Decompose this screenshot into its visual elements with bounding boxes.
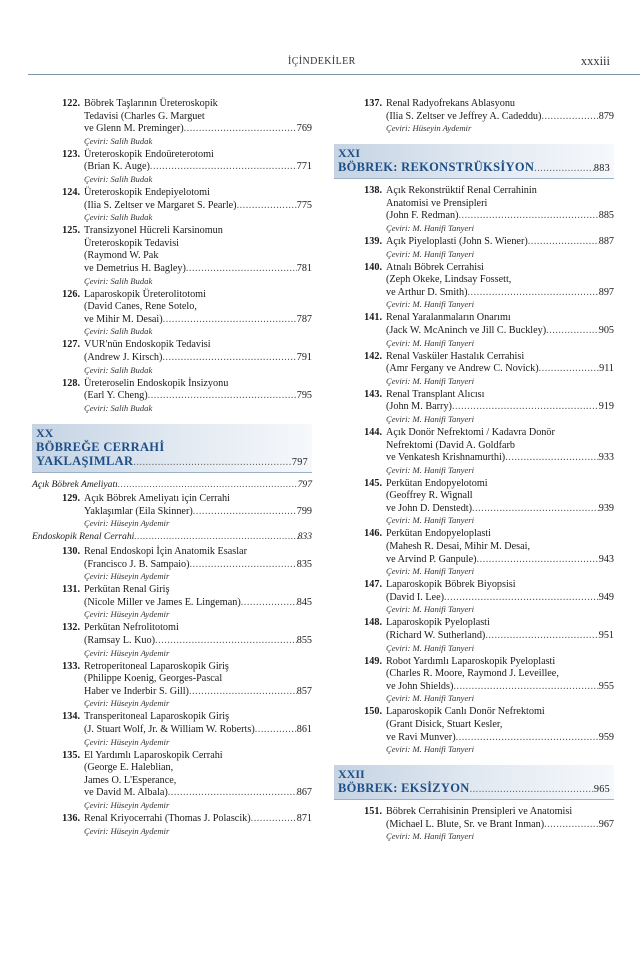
leader-dots — [189, 686, 297, 699]
chapter-title-line: Üreteroskopik Endoüreterotomi — [84, 148, 214, 160]
chapter-title-text: (Brian K. Auge) — [84, 161, 150, 173]
chapter-number: 127. — [62, 339, 80, 351]
chapter-title-line: (Grant Disick, Stuart Kesler, — [386, 719, 503, 730]
page-number: 799 — [296, 505, 312, 517]
chapter-title-final-line — [84, 123, 312, 136]
toc-entry — [334, 185, 614, 234]
leader-dots — [118, 479, 298, 492]
translator-credit: Çeviri: Hüseyin Aydemir — [84, 825, 170, 836]
chapter-title-final-line — [84, 263, 312, 276]
translator-credit: Çeviri: Salih Budak — [84, 364, 153, 375]
page-number: 911 — [599, 363, 614, 375]
chapter-title-text: Renal Kriyocerrahi (Thomas J. Polascik) — [84, 812, 251, 824]
chapter-number: 145. — [364, 477, 382, 489]
chapter-title-final-line — [84, 314, 312, 327]
leader-dots — [534, 162, 594, 176]
translator-credit: Çeviri: Hüseyin Aydemir — [84, 799, 170, 810]
toc-entry — [334, 427, 614, 476]
toc-entry — [32, 750, 312, 811]
chapter-title-final-line — [386, 325, 614, 338]
chapter-title-line: Laparoskopik Pyeloplasti — [386, 617, 490, 629]
chapter-title-text: ve David M. Albala) — [84, 787, 168, 799]
subheading-page: 797 — [297, 478, 312, 490]
toc-entry — [32, 661, 312, 710]
chapter-title-line: Böbrek Taşlarının Üreteroskopik — [84, 98, 218, 109]
entry-list — [32, 98, 312, 414]
page-number: 845 — [296, 596, 312, 608]
leader-dots — [251, 813, 297, 826]
section-number: XXI — [338, 146, 361, 161]
translator-credit: Çeviri: Hüseyin Aydemir — [84, 736, 170, 747]
page-number: 867 — [296, 787, 312, 799]
chapter-title-line: Nefrektomi (David A. Goldfarb — [386, 439, 516, 451]
chapter-title-text: (Michael L. Blute, Sr. ve Brant Inman) — [386, 818, 545, 830]
chapter-title-line: Üreteroskopik Tedavisi — [84, 237, 180, 249]
chapter-title-final-line — [84, 559, 312, 572]
leader-dots — [546, 325, 599, 338]
chapter-number: 123. — [62, 148, 80, 160]
leader-dots — [150, 161, 297, 174]
translator-credit: Çeviri: Salih Budak — [84, 173, 153, 184]
toc-entry — [334, 528, 614, 577]
page-number: 933 — [598, 452, 614, 464]
page-number: 795 — [296, 390, 312, 402]
leader-dots — [472, 503, 599, 516]
section-underline — [334, 799, 614, 800]
translator-credit: Çeviri: Salih Budak — [84, 212, 153, 223]
chapter-title-line: Robot Yardımlı Laparoskopik Pyeloplasti — [386, 655, 556, 667]
page-number: 967 — [598, 818, 614, 830]
page-number: 943 — [598, 553, 614, 565]
toc-entry — [334, 351, 614, 387]
chapter-title-line: Retroperitoneal Laparoskopik Giriş — [84, 660, 229, 672]
chapter-title-text: ve Mihir M. Desai) — [84, 313, 163, 325]
chapter-title-text: (Richard W. Sutherland) — [386, 630, 486, 642]
translator-credit: Çeviri: Salih Budak — [84, 402, 153, 413]
chapter-title-final-line — [386, 210, 614, 223]
chapter-title-final-line — [386, 554, 614, 567]
chapter-title-text: (Ramsay L. Kuo) — [84, 635, 156, 647]
section-header-xx — [32, 424, 312, 473]
header-rule — [28, 74, 640, 75]
left-column — [32, 98, 312, 839]
toc-entry — [32, 493, 312, 529]
translator-credit: Çeviri: M. Hanifi Tanyeri — [386, 566, 475, 577]
translator-credit: Çeviri: Hüseyin Aydemir — [84, 647, 170, 658]
leader-dots — [193, 506, 297, 519]
entry-list — [334, 185, 614, 755]
chapter-number: 130. — [62, 546, 80, 558]
leader-dots — [456, 732, 599, 745]
leader-dots — [444, 592, 599, 605]
header-page-number: xxxiii — [580, 54, 610, 68]
page-number: 955 — [598, 680, 614, 692]
chapter-title-line: (Raymond W. Pak — [84, 250, 159, 262]
subheading-endoscopic — [32, 531, 312, 544]
chapter-number: 122. — [62, 98, 80, 109]
toc-entry — [32, 289, 312, 338]
chapter-number: 134. — [62, 711, 80, 723]
leader-dots — [148, 390, 297, 403]
chapter-title-text: ve Glenn M. Preminger) — [84, 123, 184, 135]
page-number: 855 — [296, 635, 312, 647]
section-page: 797 — [291, 456, 308, 468]
chapter-title-final-line — [84, 635, 312, 648]
chapter-title-text: (Francisco J. B. Sampaio) — [84, 558, 190, 570]
page-number: 857 — [296, 685, 312, 697]
leader-dots — [477, 554, 599, 567]
chapter-title-line: Böbrek Cerrahisinin Prensipleri ve Anatomisi — [386, 806, 573, 818]
toc-entry — [334, 706, 614, 755]
section-title-text: BÖBREK: REKONSTRÜKSİYON — [338, 160, 535, 175]
chapter-title-text: (Andrew J. Kirsch) — [84, 351, 163, 363]
chapter-title-line: (Geoffrey R. Wignall — [386, 490, 473, 502]
chapter-number: 129. — [62, 493, 80, 505]
translator-credit: Çeviri: M. Hanifi Tanyeri — [386, 337, 475, 348]
toc-entry — [32, 339, 312, 375]
chapter-title-line: James O. L'Esperance, — [84, 774, 177, 786]
chapter-title-text: Haber ve Inderbir S. Gill) — [84, 685, 189, 697]
chapter-title-line: (David Canes, Rene Sotelo, — [84, 301, 197, 313]
leader-dots — [255, 724, 297, 737]
toc-entry — [334, 617, 614, 653]
chapter-number: 149. — [364, 655, 382, 667]
chapter-number: 124. — [62, 186, 80, 198]
section-header-xxii — [334, 765, 614, 800]
header-title: İÇİNDEKİLER — [288, 56, 356, 67]
chapter-number: 138. — [364, 185, 382, 197]
page-number: 769 — [296, 123, 312, 135]
chapter-number: 148. — [364, 617, 382, 629]
leader-dots — [134, 531, 297, 544]
page-number: 949 — [598, 591, 614, 603]
chapter-title-final-line — [386, 236, 614, 249]
page-number: 781 — [296, 262, 312, 274]
chapter-number: 135. — [62, 749, 80, 761]
leader-dots — [168, 787, 297, 800]
chapter-title-final-line — [84, 787, 312, 800]
page-number: 939 — [598, 502, 614, 514]
leader-dots — [184, 123, 297, 136]
translator-credit: Çeviri: Hüseyin Aydemir — [84, 518, 170, 529]
chapter-title-text: ve John D. Denstedt) — [386, 502, 473, 514]
page-number: 775 — [296, 199, 312, 211]
section-title-line — [338, 160, 610, 176]
leader-dots — [241, 597, 297, 610]
chapter-title-line: Üreteroskopik Endepiyelotomi — [84, 186, 210, 198]
toc-entry — [32, 98, 312, 147]
chapter-number: 133. — [62, 660, 80, 672]
page-number: 885 — [598, 210, 614, 222]
chapter-title-text: (John M. Barry) — [386, 401, 452, 413]
page-number: 791 — [296, 351, 312, 363]
leader-dots — [505, 452, 599, 465]
chapter-title-text: (David I. Lee) — [386, 591, 444, 603]
chapter-title-final-line — [386, 819, 614, 832]
chapter-title-final-line — [386, 732, 614, 745]
leader-dots — [458, 210, 598, 223]
toc-entry — [32, 622, 312, 658]
section-header-xxi — [334, 144, 614, 179]
toc-entry — [32, 813, 312, 837]
chapter-number: 140. — [364, 261, 382, 273]
chapter-title-line: Renal Endoskopi İçin Anatomik Esaslar — [84, 546, 247, 558]
chapter-title-final-line — [84, 352, 312, 365]
toc-entry — [32, 711, 312, 747]
chapter-title-line: Renal Radyofrekans Ablasyonu — [386, 98, 516, 109]
leader-dots — [528, 236, 599, 249]
chapter-title-text: (John F. Redman) — [386, 210, 459, 222]
chapter-number: 146. — [364, 528, 382, 540]
toc-entry — [32, 584, 312, 620]
page-number: 871 — [296, 812, 312, 824]
section-underline — [334, 178, 614, 179]
chapter-title-line: Perkütan Endopyeloplasti — [386, 528, 491, 540]
page-number: 787 — [296, 313, 312, 325]
chapter-title-line: Renal Transplant Alıcısı — [386, 388, 485, 400]
translator-credit: Çeviri: Hüseyin Aydemir — [84, 609, 170, 620]
translator-credit: Çeviri: M. Hanifi Tanyeri — [386, 831, 475, 842]
page-number: 771 — [296, 161, 312, 173]
chapter-title-final-line — [84, 506, 312, 519]
leader-dots — [485, 630, 598, 643]
toc-entry — [334, 236, 614, 260]
chapter-title-line: Renal Yaralanmaların Onarımı — [386, 312, 511, 324]
chapter-title-line: Açık Böbrek Ameliyatı için Cerrahi — [84, 493, 230, 505]
entry-list — [334, 98, 614, 134]
leader-dots — [470, 783, 594, 797]
running-header — [0, 54, 640, 76]
chapter-title-final-line — [386, 681, 614, 694]
chapter-title-final-line — [84, 597, 312, 610]
entry-list — [334, 806, 614, 842]
leader-dots — [541, 111, 598, 124]
chapter-title-line: Laparoskopik Üreterolitotomi — [84, 288, 206, 300]
leader-dots — [162, 352, 296, 365]
subheading-open-surgery — [32, 479, 312, 492]
section-title-line1: BÖBREĞE CERRAHİ — [36, 439, 165, 454]
page-number: 959 — [598, 731, 614, 743]
chapter-title-line: Renal Vasküler Hastalık Cerrahisi — [386, 350, 525, 362]
chapter-title-line: Tedavisi (Charles G. Marguet — [84, 110, 205, 122]
chapter-title-line: Laparoskopik Canlı Donör Nefrektomi — [386, 706, 545, 718]
chapter-title-text: (Jack W. McAninch ve Jill C. Buckley) — [386, 324, 547, 336]
toc-entry — [334, 389, 614, 425]
section-title-text: BÖBREK: EKSİZYON — [338, 781, 470, 796]
chapter-title-final-line — [84, 200, 312, 213]
chapter-title-line: Transperitoneal Laparoskopik Giriş — [84, 711, 230, 723]
chapter-number: 151. — [364, 806, 382, 818]
section-underline — [32, 472, 312, 473]
chapter-title-line: Atnalı Böbrek Cerrahisi — [386, 261, 484, 273]
right-column — [334, 98, 614, 844]
chapter-title-text: ve Arthur D. Smith) — [386, 286, 468, 298]
leader-dots — [190, 559, 297, 572]
chapter-title-line: (Mahesh R. Desai, Mihir M. Desai, — [386, 541, 531, 553]
chapter-number: 136. — [62, 812, 80, 824]
entry-list — [32, 493, 312, 529]
chapter-title-final-line — [386, 592, 614, 605]
subheading-page: 833 — [297, 531, 312, 543]
leader-dots — [186, 263, 297, 276]
chapter-number: 131. — [62, 584, 80, 596]
chapter-title-text: (Ilia S. Zeltser ve Margaret S. Pearle) — [84, 199, 237, 211]
section-number: XX — [36, 425, 54, 440]
chapter-title-line: Perkütan Nefrolitotomi — [84, 622, 179, 634]
page-number: 897 — [598, 286, 614, 298]
entry-list — [32, 546, 312, 837]
chapter-title-line: (Philippe Koenig, Georges-Pascal — [84, 673, 223, 685]
toc-entry — [32, 378, 312, 414]
chapter-title-text: (Amr Fergany ve Andrew C. Novick) — [386, 363, 539, 375]
chapter-title-line: El Yardımlı Laparoskopik Cerrahi — [84, 749, 223, 761]
chapter-title-final-line — [386, 630, 614, 643]
chapter-number: 139. — [364, 235, 382, 247]
toc-entry — [334, 806, 614, 842]
toc-entry — [334, 656, 614, 705]
toc-entry — [32, 187, 312, 223]
chapter-title-text: Açık Piyeloplasti (John S. Wiener) — [386, 235, 528, 247]
toc-entry — [334, 98, 614, 134]
chapter-title-final-line — [386, 452, 614, 465]
translator-credit: Çeviri: Salih Budak — [84, 275, 153, 286]
translator-credit: Çeviri: M. Hanifi Tanyeri — [386, 604, 475, 615]
translator-credit: Çeviri: M. Hanifi Tanyeri — [386, 222, 475, 233]
chapter-title-final-line — [386, 503, 614, 516]
page-number: 835 — [296, 558, 312, 570]
chapter-title-final-line — [386, 287, 614, 300]
chapter-number: 137. — [364, 98, 382, 109]
section-page: 883 — [593, 163, 610, 175]
page-number: 879 — [598, 110, 614, 122]
translator-credit: Çeviri: M. Hanifi Tanyeri — [386, 744, 475, 755]
translator-credit: Çeviri: M. Hanifi Tanyeri — [386, 693, 475, 704]
chapter-title-final-line — [84, 686, 312, 699]
toc-entry — [32, 149, 312, 185]
chapter-number: 142. — [364, 350, 382, 362]
subheading-label: Endoskopik Renal Cerrahi — [32, 531, 135, 543]
toc-entry — [32, 546, 312, 582]
chapter-number: 143. — [364, 388, 382, 400]
translator-credit: Çeviri: M. Hanifi Tanyeri — [386, 413, 475, 424]
toc-entry — [334, 312, 614, 348]
chapter-title-text: ve Demetrius H. Bagley) — [84, 262, 186, 274]
chapter-title-line: (George E. Haleblian, — [84, 762, 174, 774]
chapter-title-final-line — [386, 111, 614, 124]
chapter-title-text: ve Venkatesh Krishnamurthi) — [386, 452, 506, 464]
chapter-title-final-line — [386, 363, 614, 376]
leader-dots — [237, 200, 297, 213]
chapter-title-line: (Zeph Okeke, Lindsay Fossett, — [386, 274, 512, 286]
translator-credit: Çeviri: M. Hanifi Tanyeri — [386, 299, 475, 310]
page-number: 951 — [598, 630, 614, 642]
toc-entry — [334, 579, 614, 615]
chapter-title-line: Perkütan Renal Giriş — [84, 584, 170, 596]
chapter-title-text: (Nicole Miller ve James E. Lingeman) — [84, 596, 241, 608]
chapter-title-text: ve John Shields) — [386, 680, 454, 692]
chapter-title-line: Üreteroselin Endoskopik İnsizyonu — [84, 377, 229, 389]
chapter-number: 150. — [364, 706, 382, 718]
chapter-title-line: Perkütan Endopyelotomi — [386, 477, 488, 489]
chapter-number: 128. — [62, 377, 80, 389]
chapter-title-text: ve Arvind P. Ganpule) — [386, 553, 477, 565]
chapter-title-final-line — [84, 390, 312, 403]
translator-credit: Çeviri: M. Hanifi Tanyeri — [386, 642, 475, 653]
chapter-number: 126. — [62, 288, 80, 300]
chapter-title-text: Yaklaşımlar (Eila Skinner) — [84, 505, 193, 517]
translator-credit: Çeviri: M. Hanifi Tanyeri — [386, 375, 475, 386]
chapter-title-text: (Earl Y. Cheng) — [84, 390, 148, 402]
translator-credit: Çeviri: Hüseyin Aydemir — [84, 698, 170, 709]
chapter-title-final-line — [84, 724, 312, 737]
leader-dots — [539, 363, 600, 376]
section-title-line2 — [36, 454, 308, 470]
leader-dots — [544, 819, 599, 832]
chapter-title-line: Laparoskopik Böbrek Biyopsisi — [386, 579, 516, 591]
chapter-number: 147. — [364, 579, 382, 591]
section-title-line — [338, 781, 610, 797]
chapter-number: 141. — [364, 312, 382, 324]
chapter-title-line: VUR'nün Endoskopik Tedavisi — [84, 339, 211, 351]
chapter-title-line: Açık Rekonstrüktif Renal Cerrahinin — [386, 185, 537, 197]
translator-credit: Çeviri: M. Hanifi Tanyeri — [386, 248, 475, 259]
chapter-title-final-line — [84, 813, 312, 826]
chapter-number: 125. — [62, 225, 80, 237]
translator-credit: Çeviri: Salih Budak — [84, 326, 153, 337]
page-number: 861 — [296, 724, 312, 735]
leader-dots — [155, 635, 297, 648]
section-number: XXII — [338, 767, 365, 782]
chapter-number: 144. — [364, 426, 382, 438]
translator-credit: Çeviri: M. Hanifi Tanyeri — [386, 515, 475, 526]
toc-entry — [334, 478, 614, 527]
chapter-title-final-line — [84, 161, 312, 174]
page-number: 887 — [598, 235, 614, 247]
page-number: 905 — [598, 324, 614, 336]
leader-dots — [133, 456, 292, 470]
leader-dots — [452, 401, 599, 414]
translator-credit: Çeviri: M. Hanifi Tanyeri — [386, 464, 475, 475]
translator-credit: Çeviri: Hüseyin Aydemir — [386, 123, 472, 134]
chapter-title-text: (J. Stuart Wolf, Jr. & William W. Roberts) — [84, 724, 255, 735]
chapter-title-line: Anatomisi ve Prensipleri — [386, 197, 488, 209]
chapter-title-final-line — [386, 401, 614, 414]
chapter-title-text: (Ilia S. Zeltser ve Jeffrey A. Cadeddu) — [386, 110, 542, 122]
leader-dots — [468, 287, 599, 300]
page-number: 919 — [598, 401, 614, 413]
chapter-title-line: Açık Donör Nefrektomi / Kadavra Donör — [386, 426, 555, 438]
chapter-title-line: Transizyonel Hücreli Karsinomun — [84, 225, 223, 237]
chapter-title-line: (Charles R. Moore, Raymond J. Leveillee, — [386, 668, 559, 680]
leader-dots — [163, 314, 297, 327]
toc-entry — [32, 225, 312, 286]
leader-dots — [453, 681, 598, 694]
translator-credit: Çeviri: Salih Budak — [84, 135, 153, 146]
section-title-text: YAKLAŞIMLAR — [36, 453, 134, 468]
section-page: 965 — [593, 784, 610, 796]
translator-credit: Çeviri: Hüseyin Aydemir — [84, 571, 170, 582]
chapter-title-text: ve Ravi Munver) — [386, 731, 456, 743]
subheading-label: Açık Böbrek Ameliyatı — [32, 478, 118, 490]
toc-entry — [334, 262, 614, 311]
chapter-number: 132. — [62, 622, 80, 634]
